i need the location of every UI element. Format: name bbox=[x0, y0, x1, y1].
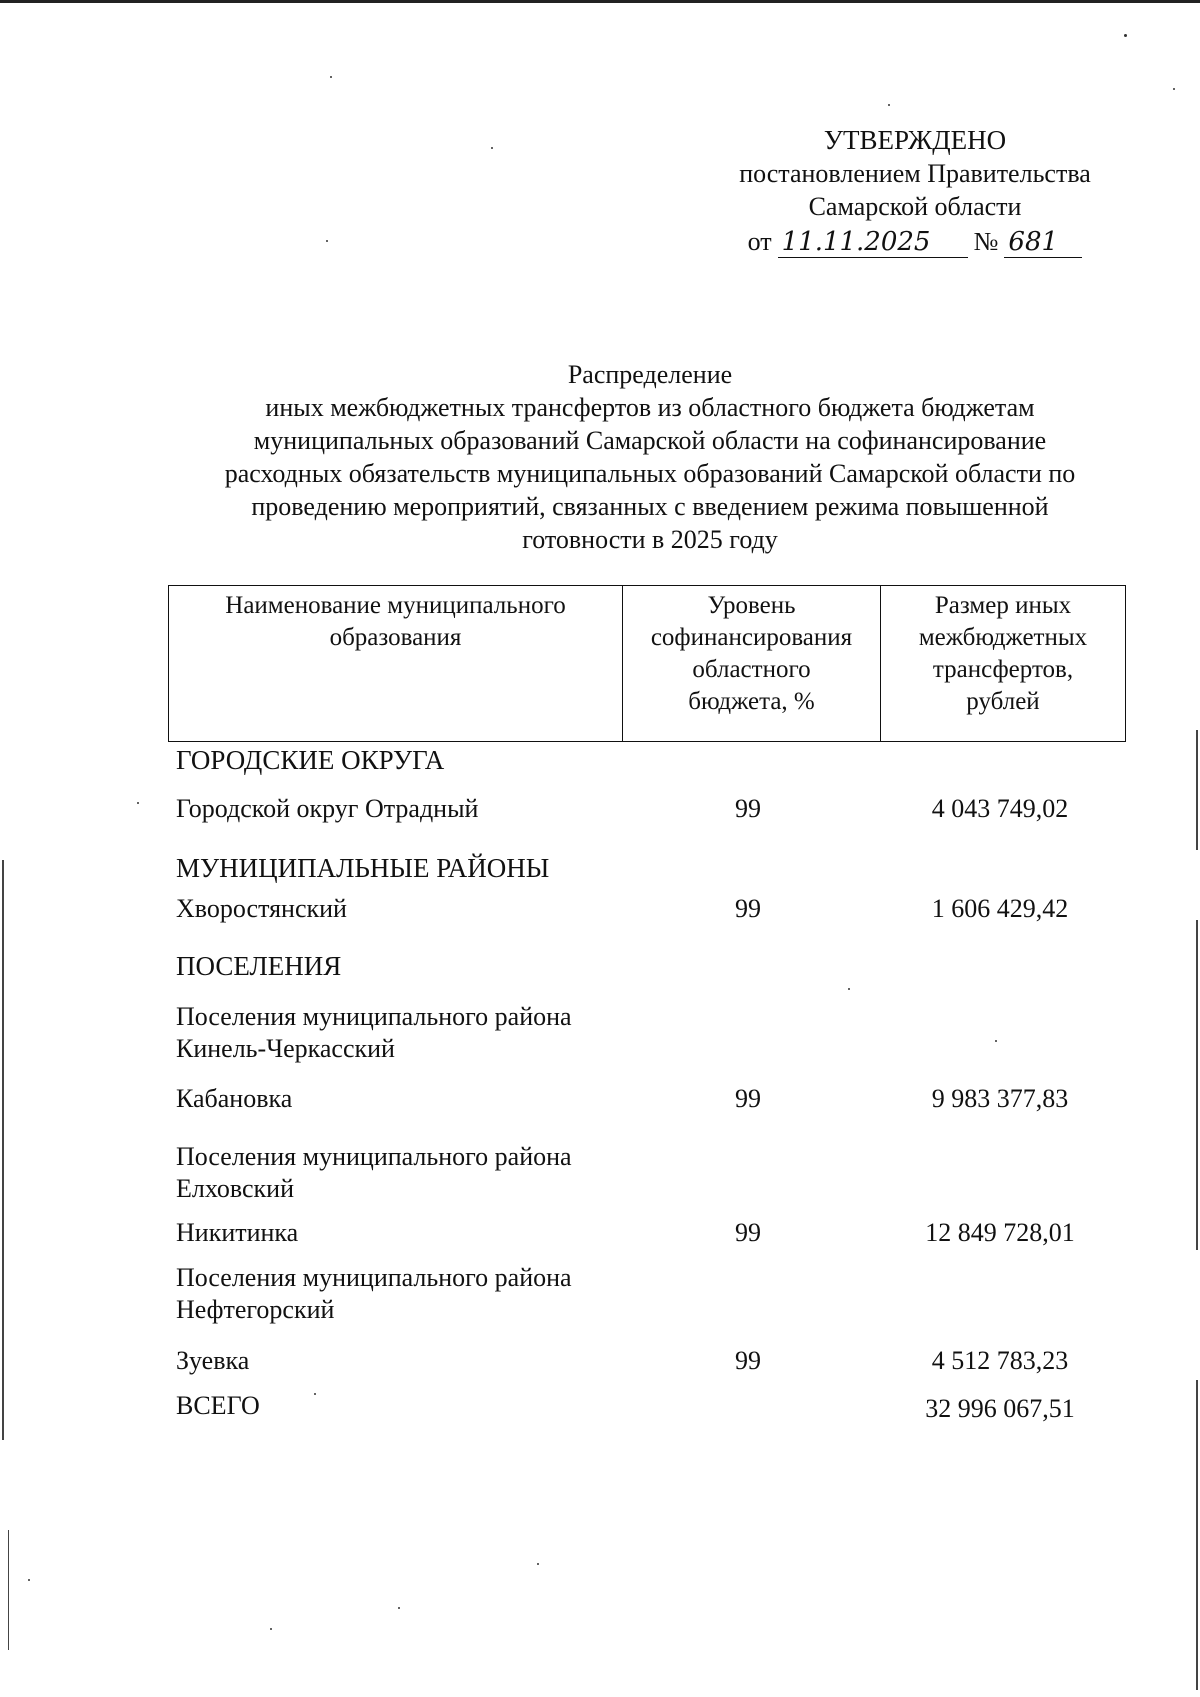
row-amount-total: 32 996 067,51 bbox=[925, 1394, 1075, 1423]
header-col-percent-line-1: Уровень bbox=[707, 592, 796, 619]
approval-line-2: Самарской области bbox=[808, 192, 1022, 221]
section-heading-municipal-districts: МУНИЦИПАЛЬНЫЕ РАЙОНЫ bbox=[176, 853, 550, 883]
row-pct-zuevka: 99 bbox=[735, 1346, 761, 1375]
header-col-amount-line-1: Размер иных bbox=[934, 592, 1072, 619]
header-col-name-line-2: образования bbox=[329, 624, 462, 651]
row-amount-khvorostyansky: 1 606 429,42 bbox=[931, 894, 1069, 923]
scan-speck bbox=[1124, 34, 1127, 37]
row-name-otradny: Городской округ Отрадный bbox=[176, 794, 479, 823]
header-col-name-line-1: Наименование муниципального bbox=[225, 592, 566, 619]
number-prefix: № bbox=[973, 227, 999, 256]
section-heading-settlements: ПОСЕЛЕНИЯ bbox=[176, 951, 342, 981]
row-pct-otradny: 99 bbox=[735, 794, 761, 823]
title-line-1: Распределение bbox=[567, 360, 733, 389]
scan-speck bbox=[537, 1563, 539, 1565]
row-amount-nikitinka: 12 849 728,01 bbox=[925, 1218, 1075, 1247]
row-pct-nikitinka: 99 bbox=[735, 1218, 761, 1247]
scan-speck bbox=[491, 147, 493, 149]
row-name-zuevka: Зуевка bbox=[176, 1346, 250, 1375]
scan-speck bbox=[995, 1040, 997, 1042]
scan-edge-line bbox=[1196, 920, 1198, 1250]
group-label-neftegorsky-line-1: Поселения муниципального района bbox=[176, 1263, 572, 1292]
title-line-6: готовности в 2025 году bbox=[522, 525, 778, 554]
row-name-khvorostyansky: Хворостянский bbox=[176, 894, 347, 923]
row-amount-otradny: 4 043 749,02 bbox=[931, 794, 1069, 823]
row-name-kabanovka: Кабановка bbox=[176, 1084, 293, 1113]
header-col-percent-line-2: софинансирования bbox=[650, 624, 853, 651]
title-line-2: иных межбюджетных трансфертов из областного бюджета бюджетам bbox=[265, 393, 1035, 422]
scan-speck bbox=[330, 76, 332, 78]
scan-top-border bbox=[0, 0, 1200, 3]
scan-speck bbox=[398, 1607, 400, 1609]
group-label-kinel-cherkassky-line-1: Поселения муниципального района bbox=[176, 1002, 572, 1031]
row-pct-kabanovka: 99 bbox=[735, 1084, 761, 1113]
table-header bbox=[168, 585, 1126, 742]
scan-edge-line bbox=[2, 860, 4, 1440]
scan-speck bbox=[1173, 88, 1175, 90]
row-amount-kabanovka: 9 983 377,83 bbox=[931, 1084, 1069, 1113]
scan-speck bbox=[888, 104, 890, 106]
scan-speck bbox=[137, 802, 139, 804]
approval-date-line bbox=[748, 225, 1083, 258]
header-col-amount bbox=[881, 586, 1125, 741]
handwritten-date: 11.11.2025 bbox=[778, 227, 968, 258]
row-pct-khvorostyansky: 99 bbox=[735, 894, 761, 923]
group-label-kinel-cherkassky-line-2: Кинель-Черкасский bbox=[176, 1034, 395, 1063]
header-col-amount-line-2: межбюджетных bbox=[918, 624, 1088, 651]
scan-speck bbox=[848, 988, 850, 990]
title-line-4: расходных обязательств муниципальных образований Самарской области по bbox=[224, 459, 1076, 488]
scan-edge-line bbox=[8, 1530, 9, 1650]
row-name-nikitinka: Никитинка bbox=[176, 1218, 299, 1247]
header-col-amount-line-4: рублей bbox=[966, 688, 1040, 715]
header-col-amount-line-3: трансфертов, bbox=[932, 656, 1074, 683]
title-line-5: проведению мероприятий, связанных с введением режима повышенной bbox=[251, 492, 1049, 521]
header-col-percent-line-3: областного bbox=[692, 656, 811, 683]
scan-edge-line bbox=[1196, 1380, 1198, 1690]
scan-speck bbox=[326, 240, 328, 242]
header-col-name bbox=[169, 586, 623, 741]
approval-block bbox=[700, 124, 1130, 258]
group-label-elkhovsky-line-2: Елховский bbox=[176, 1174, 294, 1203]
document-title bbox=[150, 358, 1150, 556]
header-col-percent bbox=[623, 586, 881, 741]
group-label-neftegorsky-line-2: Нефтегорский bbox=[176, 1295, 335, 1324]
title-line-3: муниципальных образований Самарской области на софинансирование bbox=[253, 426, 1047, 455]
scan-speck bbox=[28, 1579, 30, 1581]
section-heading-urban-districts: ГОРОДСКИЕ ОКРУГА bbox=[176, 745, 445, 775]
approval-title: УТВЕРЖДЕНО bbox=[823, 125, 1007, 155]
handwritten-number: 681 bbox=[1004, 227, 1082, 258]
date-prefix: от bbox=[747, 227, 772, 256]
row-name-total: ВСЕГО bbox=[176, 1391, 260, 1420]
scan-speck bbox=[314, 1393, 316, 1395]
header-col-percent-line-4: бюджета, % bbox=[688, 688, 815, 715]
approval-line-1: постановлением Правительства bbox=[739, 159, 1091, 188]
scan-edge-line bbox=[1196, 730, 1198, 850]
scan-speck bbox=[270, 1628, 272, 1630]
row-amount-zuevka: 4 512 783,23 bbox=[931, 1346, 1069, 1375]
group-label-elkhovsky-line-1: Поселения муниципального района bbox=[176, 1142, 572, 1171]
